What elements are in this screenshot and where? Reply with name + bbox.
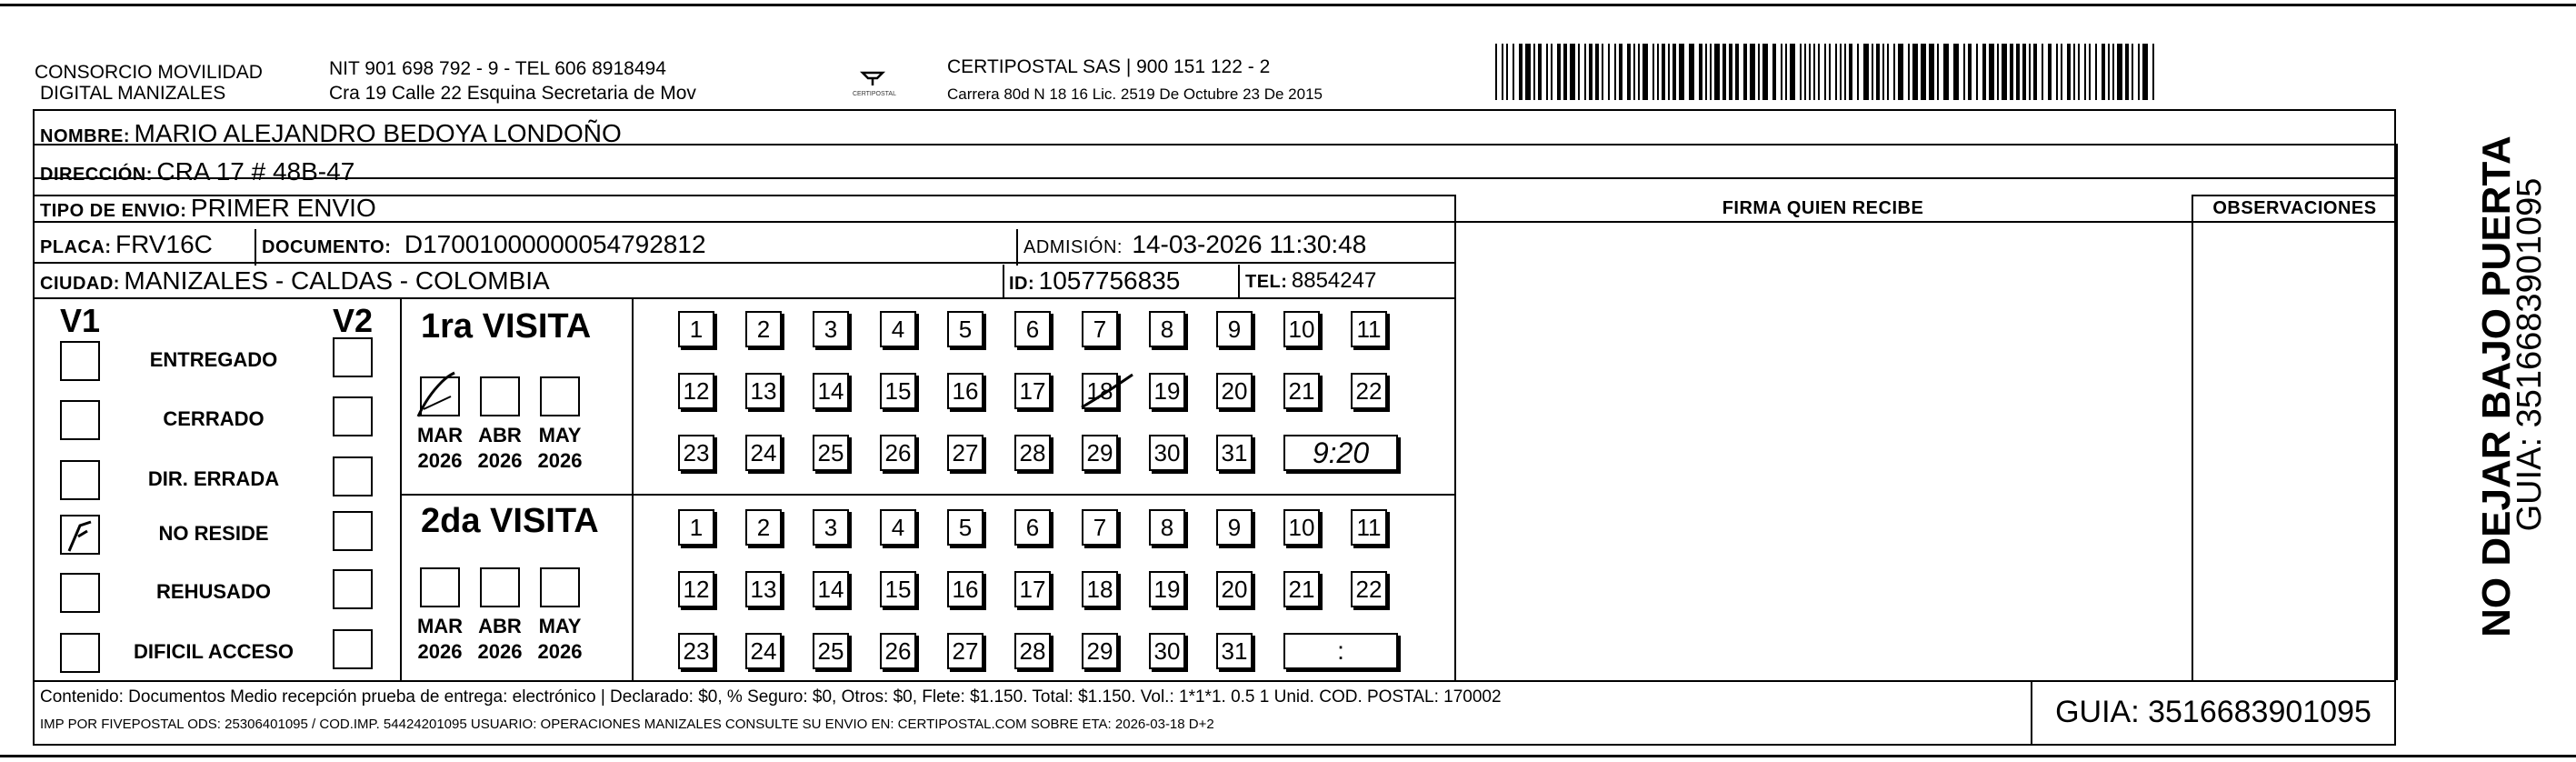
day-box-9[interactable]: 9: [1216, 311, 1253, 347]
day-box-10[interactable]: 10: [1283, 509, 1320, 546]
barcode-bar: [2067, 44, 2071, 100]
day-box-14[interactable]: 14: [813, 373, 849, 409]
month-checkbox-abr[interactable]: [480, 376, 520, 416]
second-visit-label: 2da VISITA: [421, 502, 599, 540]
tel-value: 8854247: [1291, 268, 1377, 293]
nit-line-2: Cra 19 Calle 22 Esquina Secretaria de Mov: [329, 83, 696, 104]
barcode-bar: [1633, 44, 1635, 100]
barcode-bar: [1602, 44, 1603, 100]
barcode-bar: [2016, 44, 2020, 100]
month-label: MAR: [416, 615, 464, 637]
barcode-bar: [1722, 44, 1726, 100]
barcode-bar: [1976, 44, 1978, 100]
day-box-10[interactable]: 10: [1283, 311, 1320, 347]
row-divider: [2031, 744, 2396, 746]
v1-checkbox[interactable]: [60, 633, 100, 673]
year-label: 2026: [417, 449, 463, 472]
year-label: 2026: [537, 449, 583, 472]
month-label: MAR: [416, 424, 464, 446]
status-label: NO RESIDE: [158, 522, 269, 545]
barcode-bar: [1506, 44, 1508, 100]
day-box-28[interactable]: 28: [1014, 633, 1051, 669]
id-value: 1057756835: [1038, 266, 1181, 295]
barcode-bar: [1595, 44, 1599, 100]
col-divider: [2396, 144, 2398, 680]
v2-label: V2: [333, 302, 374, 339]
company-line-2: DIGITAL MANIZALES: [40, 83, 226, 104]
barcode-bar: [2033, 44, 2037, 100]
barcode-bar: [1750, 44, 1755, 100]
day-box-24[interactable]: 24: [745, 633, 782, 669]
barcode-bar: [1982, 44, 1986, 100]
nombre-label: NOMBRE:: [40, 126, 131, 146]
barcode-bar: [1608, 44, 1610, 100]
day-box-30[interactable]: 30: [1149, 633, 1185, 669]
no-dejar-label: NO DEJAR BAJO PUERTA: [2474, 135, 2519, 637]
day-box-20[interactable]: 20: [1216, 373, 1253, 409]
ciudad-value: MANIZALES - CALDAS - COLOMBIA: [124, 266, 550, 295]
status-label: DIR. ERRADA: [147, 467, 280, 490]
barcode-bar: [2078, 44, 2080, 100]
month-label: MAY: [538, 424, 582, 446]
direccion-label: DIRECCIÓN:: [40, 165, 153, 185]
v1-checkbox[interactable]: [60, 400, 100, 440]
barcode-bar: [1672, 44, 1676, 100]
v2-checkbox[interactable]: [333, 396, 373, 436]
bottom-edge: [0, 755, 2576, 757]
barcode-bar: [1513, 44, 1514, 100]
day-box-1[interactable]: 1: [678, 311, 714, 347]
barcode-bar: [1898, 44, 1903, 100]
barcode-bar: [1813, 44, 1815, 100]
barcode-bar: [2002, 44, 2007, 100]
placa-label: PLACA:: [40, 237, 112, 257]
barcode-bar: [1578, 44, 1580, 100]
day-box-12[interactable]: 12: [678, 571, 714, 607]
barcode-bar: [2022, 44, 2026, 100]
barcode-bar: [2112, 44, 2114, 100]
company-line-1: CONSORCIO MOVILIDAD: [35, 62, 263, 83]
day-box-7[interactable]: 7: [1082, 311, 1118, 347]
day-box-19[interactable]: 19: [1149, 373, 1185, 409]
barcode-bar: [1863, 44, 1869, 100]
tipo-envio-field: [40, 193, 376, 228]
day-box-12[interactable]: 12: [678, 373, 714, 409]
month-label: ABR: [478, 424, 522, 446]
day-box-8[interactable]: 8: [1149, 509, 1185, 546]
barcode-bar: [1627, 44, 1631, 100]
barcode-bar: [2142, 44, 2148, 100]
barcode-bar: [1557, 44, 1561, 100]
barcode-bar: [1668, 44, 1670, 100]
barcode-bar: [1652, 44, 1654, 100]
first-visit-label: 1ra VISITA: [421, 307, 592, 346]
barcode-bar: [2125, 44, 2129, 100]
barcode-bar: [1790, 44, 1795, 100]
tipo-envio-label: TIPO DE ENVIO:: [40, 201, 187, 221]
nit-line-1: NIT 901 698 792 - 9 - TEL 606 8918494: [329, 58, 666, 79]
admision-label: ADMISIÓN:: [1023, 237, 1123, 257]
barcode-bar: [1800, 44, 1802, 100]
imp-text: IMP POR FIVEPOSTAL ODS: 25306401095 / COD.IMP. 54424201095 USUARIO: OPERACIONES MANIZALES CONSULTE SU ENVIO EN: CERTIPOSTAL.COM SOBRE ETA: 2026-03-18 D+2: [40, 717, 1214, 732]
barcode-bar: [1997, 44, 1999, 100]
year-label: 2026: [537, 640, 583, 663]
col-divider: [1016, 229, 1018, 266]
col-divider: [2192, 195, 2193, 680]
barcode-bar: [1502, 44, 1503, 100]
year-label: 2026: [477, 640, 523, 663]
barcode-bar: [2010, 44, 2013, 100]
barcode-bar: [2102, 44, 2105, 100]
day-box-31[interactable]: 31: [1216, 435, 1253, 471]
barcode-bar: [1772, 44, 1776, 100]
v2-checkbox[interactable]: [333, 337, 373, 377]
day-box-17[interactable]: 17: [1014, 571, 1051, 607]
admision-field: [1023, 229, 1366, 265]
day-box-22[interactable]: 22: [1351, 373, 1387, 409]
documento-field: [262, 229, 706, 265]
barcode-bar: [2089, 44, 2091, 100]
barcode-bar: [1735, 44, 1739, 100]
barcode-bar: [1762, 44, 1768, 100]
barcode-bar: [1937, 44, 1939, 100]
month-label: ABR: [478, 615, 522, 637]
ciudad-field: [40, 266, 550, 301]
ciudad-label: CIUDAD:: [40, 274, 120, 294]
tel-field: [1245, 266, 1376, 299]
day-box-17[interactable]: 17: [1014, 373, 1051, 409]
top-edge: [0, 4, 2576, 6]
day-box-7[interactable]: 7: [1082, 509, 1118, 546]
day-box-24[interactable]: 24: [745, 435, 782, 471]
v1-checkbox[interactable]: [60, 460, 100, 500]
day-box-4[interactable]: 4: [880, 311, 916, 347]
barcode-bar: [1818, 44, 1820, 100]
barcode-bar: [1538, 44, 1542, 100]
barcode-bar: [1882, 44, 1884, 100]
status-label: REHUSADO: [156, 580, 271, 603]
barcode-bar: [2138, 44, 2140, 100]
day-box-21[interactable]: 21: [1283, 373, 1320, 409]
barcode-bar: [1714, 44, 1720, 100]
logo-caption: CERTIPOSTAL: [853, 91, 896, 97]
barcode-image: [1495, 44, 2168, 100]
barcode-bar: [1908, 44, 1910, 100]
day-box-6[interactable]: 6: [1014, 311, 1051, 347]
barcode-bar: [2132, 44, 2133, 100]
certipostal-logo: [841, 60, 904, 104]
barcode-bar: [1525, 44, 1531, 100]
day-box-23[interactable]: 23: [678, 435, 714, 471]
month-checkbox-mar[interactable]: [420, 567, 460, 607]
day-box-14[interactable]: 14: [813, 571, 849, 607]
day-box-16[interactable]: 16: [947, 571, 983, 607]
direccion-value: CRA 17 # 48B-47: [156, 157, 355, 185]
month-checkbox-may[interactable]: [540, 567, 580, 607]
barcode-bar: [2152, 44, 2154, 100]
v1-label: V1: [60, 302, 101, 339]
barcode-bar: [1584, 44, 1586, 100]
status-label: CERRADO: [163, 407, 265, 430]
id-label: ID:: [1009, 274, 1035, 294]
day-box-13[interactable]: 13: [745, 571, 782, 607]
day-box-11[interactable]: 11: [1351, 509, 1387, 546]
barcode-bar: [1929, 44, 1934, 100]
barcode-bar: [1943, 44, 1949, 100]
day-box-3[interactable]: 3: [813, 509, 849, 546]
day-box-6[interactable]: 6: [1014, 509, 1051, 546]
barcode-bar: [1809, 44, 1811, 100]
v2-checkbox[interactable]: [333, 629, 373, 669]
day-box-15[interactable]: 15: [880, 571, 916, 607]
day-box-28[interactable]: 28: [1014, 435, 1051, 471]
day-box-26[interactable]: 26: [880, 633, 916, 669]
guia-box: GUIA: 3516683901095: [2055, 695, 2371, 729]
barcode-bar: [1570, 44, 1575, 100]
day-box-5[interactable]: 5: [947, 509, 983, 546]
barcode-bar: [1921, 44, 1926, 100]
day-box-18[interactable]: 18: [1082, 571, 1118, 607]
barcode-bar: [2117, 44, 2122, 100]
day-box-29[interactable]: 29: [1082, 633, 1118, 669]
barcode-bar: [1893, 44, 1895, 100]
barcode-bar: [1710, 44, 1712, 100]
time-box[interactable]: 9:20: [1283, 435, 1398, 471]
side-guia-label: GUIA: 3516683901095: [2511, 177, 2549, 532]
day-box-27[interactable]: 27: [947, 633, 983, 669]
tel-label: TEL:: [1245, 272, 1288, 292]
month-label: MAY: [538, 615, 582, 637]
barcode-bar: [1844, 44, 1846, 100]
check-mark-icon: [411, 369, 465, 424]
barcode-bar: [1551, 44, 1553, 100]
barcode-bar: [1781, 44, 1782, 100]
barcode-bar: [1912, 44, 1918, 100]
year-label: 2026: [417, 640, 463, 663]
barcode-bar: [1824, 44, 1826, 100]
certipostal-line-1: CERTIPOSTAL SAS | 900 151 122 - 2: [947, 56, 1271, 77]
barcode-bar: [1857, 44, 1859, 100]
barcode-bar: [2042, 44, 2043, 100]
barcode-bar: [1872, 44, 1873, 100]
day-box-25[interactable]: 25: [813, 633, 849, 669]
row-divider: [33, 177, 2396, 179]
barcode-bar: [1887, 44, 1889, 100]
day-box-20[interactable]: 20: [1216, 571, 1253, 607]
day-box-31[interactable]: 31: [1216, 633, 1253, 669]
day-box-8[interactable]: 8: [1149, 311, 1185, 347]
day-box-5[interactable]: 5: [947, 311, 983, 347]
barcode-bar: [1968, 44, 1972, 100]
barcode-bar: [1495, 44, 1497, 100]
day-box-23[interactable]: 23: [678, 633, 714, 669]
year-label: 2026: [477, 449, 523, 472]
barcode-bar: [1662, 44, 1665, 100]
observaciones-label: OBSERVACIONES: [2212, 198, 2377, 218]
barcode-bar: [1519, 44, 1523, 100]
day-box-11[interactable]: 11: [1351, 311, 1387, 347]
day-box-25[interactable]: 25: [813, 435, 849, 471]
barcode-bar: [1533, 44, 1535, 100]
col-divider: [1238, 265, 1240, 299]
barcode-bar: [1679, 44, 1684, 100]
documento-label: DOCUMENTO:: [262, 237, 392, 257]
barcode-bar: [2073, 44, 2075, 100]
v1-checkbox[interactable]: [60, 573, 100, 613]
firma-label: FIRMA QUIEN RECIBE: [1722, 198, 1924, 218]
barcode-bar: [1638, 44, 1640, 100]
barcode-bar: [1989, 44, 1994, 100]
barcode-bar: [1729, 44, 1732, 100]
day-box-30[interactable]: 30: [1149, 435, 1185, 471]
side-text: [2409, 127, 2549, 655]
barcode-bar: [1758, 44, 1760, 100]
barcode-bar: [1619, 44, 1622, 100]
barcode-bar: [1785, 44, 1787, 100]
barcode-bar: [2108, 44, 2110, 100]
barcode-bar: [2056, 44, 2058, 100]
check-mark-icon: [60, 515, 100, 555]
barcode-bar: [2061, 44, 2062, 100]
barcode-bar: [1963, 44, 1965, 100]
col-divider: [1454, 195, 1456, 680]
barcode-bar: [1563, 44, 1567, 100]
barcode-bar: [1840, 44, 1842, 100]
day-box-18[interactable]: 18: [1082, 373, 1118, 409]
barcode-bar: [2048, 44, 2052, 100]
documento-value: D17001000000054792812: [404, 230, 706, 258]
barcode-bar: [1849, 44, 1852, 100]
day-box-9[interactable]: 9: [1216, 509, 1253, 546]
v2-checkbox[interactable]: [333, 569, 373, 609]
month-checkbox-abr[interactable]: [480, 567, 520, 607]
tipo-envio-value: PRIMER ENVIO: [190, 194, 376, 222]
day-box-1[interactable]: 1: [678, 509, 714, 546]
day-box-2[interactable]: 2: [745, 311, 782, 347]
barcode-bar: [1876, 44, 1880, 100]
barcode-bar: [1829, 44, 1831, 100]
barcode-bar: [2095, 44, 2097, 100]
barcode-bar: [1614, 44, 1616, 100]
barcode-bar: [2084, 44, 2086, 100]
status-label: DIFICIL ACCESO: [133, 640, 294, 663]
direccion-field: [40, 156, 354, 192]
v2-checkbox[interactable]: [333, 456, 373, 496]
placa-value: FRV16C: [115, 230, 213, 258]
row-divider: [400, 494, 1454, 496]
barcode-bar: [2029, 44, 2031, 100]
day-box-2[interactable]: 2: [745, 509, 782, 546]
id-field: [1009, 266, 1180, 301]
day-box-19[interactable]: 19: [1149, 571, 1185, 607]
placa-field: [40, 229, 213, 265]
col-divider: [632, 297, 634, 680]
day-box-13[interactable]: 13: [745, 373, 782, 409]
status-label: ENTREGADO: [149, 348, 278, 371]
certipostal-line-2: Carrera 80d N 18 16 Lic. 2519 De Octubre 23 De 2015: [947, 85, 1323, 103]
day-box-27[interactable]: 27: [947, 435, 983, 471]
day-box-3[interactable]: 3: [813, 311, 849, 347]
barcode-bar: [1546, 44, 1548, 100]
barcode-bar: [1705, 44, 1707, 100]
day-box-4[interactable]: 4: [880, 509, 916, 546]
day-box-22[interactable]: 22: [1351, 571, 1387, 607]
day-box-29[interactable]: 29: [1082, 435, 1118, 471]
time-box[interactable]: :: [1283, 633, 1398, 669]
col-divider: [255, 229, 256, 266]
col-divider: [1003, 265, 1004, 299]
v2-checkbox[interactable]: [333, 511, 373, 551]
barcode-bar: [1689, 44, 1694, 100]
contenido-text: Contenido: Documentos Medio recepción prueba de entrega: electrónico | Declarado: $0, % Seguro: $0, Otros: $0, Flete: $1.150. Total: $1.150. Vol.: 1*1*1. 0.5 1 Unid. COD. POSTAL: 170002: [40, 687, 1502, 707]
day-mark-icon: [1076, 367, 1140, 413]
barcode-bar: [1835, 44, 1837, 100]
nombre-value: MARIO ALEJANDRO BEDOYA LONDOÑO: [134, 119, 622, 147]
barcode-bar: [1953, 44, 1959, 100]
barcode-bar: [1804, 44, 1806, 100]
day-box-21[interactable]: 21: [1283, 571, 1320, 607]
barcode-bar: [1642, 44, 1648, 100]
barcode-bar: [1699, 44, 1702, 100]
col-divider: [400, 297, 402, 680]
admision-value: 14-03-2026 11:30:48: [1132, 230, 1367, 258]
month-checkbox-may[interactable]: [540, 376, 580, 416]
nombre-field: [40, 118, 622, 154]
barcode-bar: [1589, 44, 1593, 100]
day-box-16[interactable]: 16: [947, 373, 983, 409]
day-box-26[interactable]: 26: [880, 435, 916, 471]
barcode-bar: [1657, 44, 1659, 100]
day-box-15[interactable]: 15: [880, 373, 916, 409]
barcode-bar: [1743, 44, 1747, 100]
v1-checkbox[interactable]: [60, 341, 100, 381]
